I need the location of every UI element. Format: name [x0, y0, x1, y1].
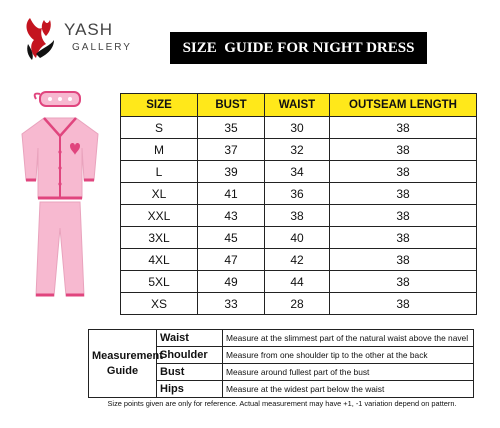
cell-size: 5XL: [121, 271, 198, 293]
cell-outseam: 38: [330, 161, 477, 183]
cell-bust: 43: [198, 205, 265, 227]
cell-waist: 36: [265, 183, 330, 205]
cell-bust: 35: [198, 117, 265, 139]
guide-desc-bust: Measure around fullest part of the bust: [223, 364, 474, 381]
table-row: [121, 271, 477, 293]
table-row: [121, 293, 477, 315]
cell-outseam: 38: [330, 139, 477, 161]
guide-label-hips: Hips: [157, 381, 223, 398]
cell-size: XL: [121, 183, 198, 205]
cell-waist: 32: [265, 139, 330, 161]
guide-desc-hips: Measure at the widest part below the waist: [223, 381, 474, 398]
cell-size: L: [121, 161, 198, 183]
guide-row: [89, 330, 474, 347]
cell-outseam: 38: [330, 183, 477, 205]
cell-bust: 49: [198, 271, 265, 293]
size-table-header: [121, 94, 477, 117]
page-title: SIZE GUIDE FOR NIGHT DRESS: [170, 32, 427, 64]
table-row: [121, 161, 477, 183]
cell-waist: 40: [265, 227, 330, 249]
table-row: [121, 227, 477, 249]
size-table: [120, 93, 477, 315]
cell-outseam: 38: [330, 205, 477, 227]
cell-outseam: 38: [330, 271, 477, 293]
cell-size: 3XL: [121, 227, 198, 249]
sleep-mask-icon: [35, 92, 80, 106]
pajama-illustration: [14, 88, 110, 303]
cell-waist: 30: [265, 117, 330, 139]
reference-note: Size points given are only for reference. Actual measurement may have +1, -1 variation depend on pattern.: [107, 399, 457, 408]
cell-outseam: 38: [330, 117, 477, 139]
table-row: [121, 205, 477, 227]
guide-label-shoulder: Shoulder: [157, 347, 223, 364]
cell-bust: 37: [198, 139, 265, 161]
guide-desc-shoulder: Measure from one shoulder tip to the other at the back: [223, 347, 474, 364]
cell-bust: 41: [198, 183, 265, 205]
guide-label-waist: Waist: [157, 330, 223, 347]
cell-size: XS: [121, 293, 198, 315]
guide-label-bust: Bust: [157, 364, 223, 381]
header-bust: BUST: [198, 94, 265, 117]
brand-logo-icon: [20, 14, 62, 62]
guide-desc-waist: Measure at the slimmest part of the natural waist above the navel: [223, 330, 474, 347]
cell-bust: 39: [198, 161, 265, 183]
cell-outseam: 38: [330, 227, 477, 249]
cell-size: M: [121, 139, 198, 161]
table-row: [121, 183, 477, 205]
cell-waist: 38: [265, 205, 330, 227]
brand-subname: GALLERY: [72, 42, 132, 53]
table-row: [121, 117, 477, 139]
cell-waist: 44: [265, 271, 330, 293]
cell-bust: 45: [198, 227, 265, 249]
cell-outseam: 38: [330, 293, 477, 315]
brand-name: YASH: [64, 20, 114, 39]
header-waist: WAIST: [265, 94, 330, 117]
cell-outseam: 38: [330, 249, 477, 271]
guide-heading: Measurement Guide: [89, 330, 157, 398]
cell-size: 4XL: [121, 249, 198, 271]
table-row: [121, 249, 477, 271]
cell-size: S: [121, 117, 198, 139]
cell-waist: 42: [265, 249, 330, 271]
cell-bust: 33: [198, 293, 265, 315]
brand-logo: [20, 14, 140, 62]
measurement-guide: [88, 329, 474, 398]
header-outseam-length: OUTSEAM LENGTH: [330, 94, 477, 117]
cell-waist: 28: [265, 293, 330, 315]
cell-waist: 34: [265, 161, 330, 183]
cell-bust: 47: [198, 249, 265, 271]
table-row: [121, 139, 477, 161]
cell-size: XXL: [121, 205, 198, 227]
header-size: SIZE: [121, 94, 198, 117]
